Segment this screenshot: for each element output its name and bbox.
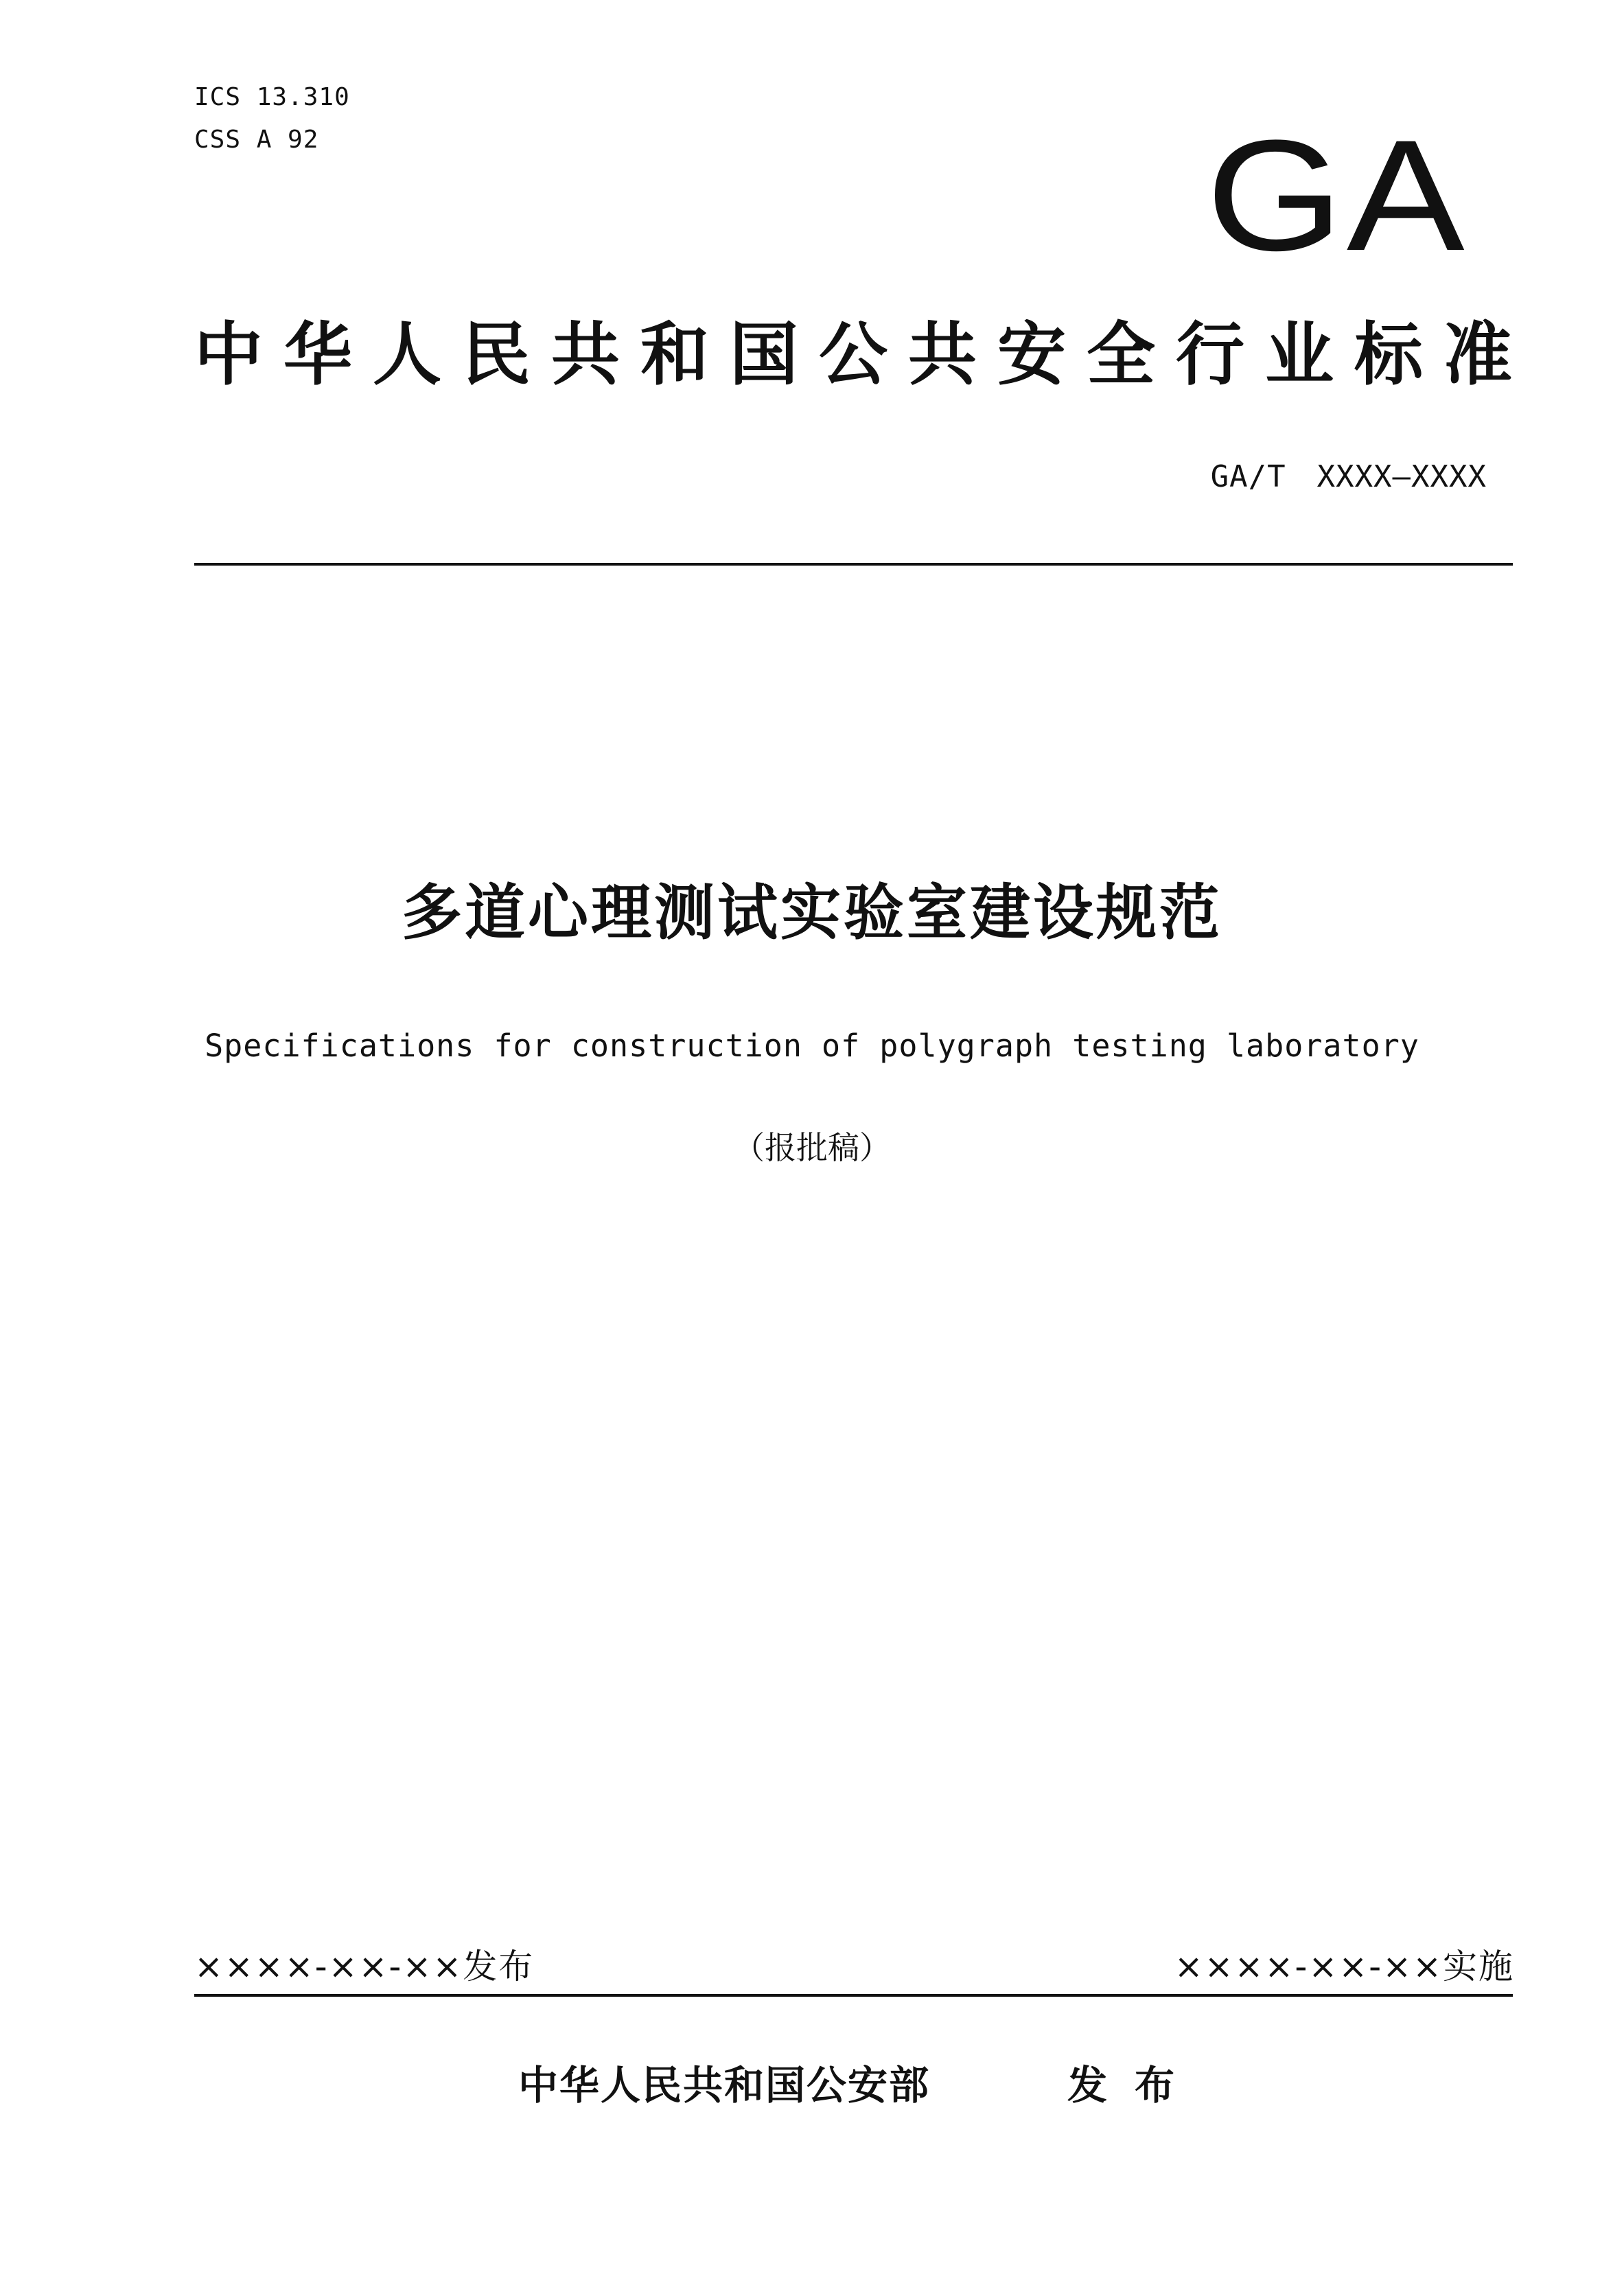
draft-status: （报批稿） xyxy=(733,1129,891,1166)
standard-title-char: 华 xyxy=(283,314,352,395)
issuing-authority: 中华人民共和国公安部 xyxy=(518,2062,931,2109)
ga-logo: GA xyxy=(1206,107,1468,283)
effective-date: ××××-××-××实施 xyxy=(1174,1947,1514,1986)
css-code: CSS A 92 xyxy=(194,126,319,154)
standard-title-char: 人 xyxy=(373,314,441,395)
standard-title-char: 共 xyxy=(908,314,977,395)
standard-title-char: 中 xyxy=(194,314,263,395)
ics-code: ICS 13.310 xyxy=(194,83,350,111)
standard-title-char: 共 xyxy=(551,314,620,395)
standard-title-char: 行 xyxy=(1176,314,1244,395)
document-subtitle: Specifications for construction of polygraph testing laboratory xyxy=(205,1028,1419,1064)
standard-title-char: 国 xyxy=(730,314,798,395)
header-divider xyxy=(194,563,1513,566)
standard-title-char: 公 xyxy=(819,314,888,395)
standard-title-char: 和 xyxy=(640,314,709,395)
issue-label: 发布 xyxy=(1067,2062,1203,2109)
standard-title-char: 安 xyxy=(997,314,1066,395)
document-title: 多道心理测试实验室建设规范 xyxy=(401,877,1222,948)
publish-date: ××××-××-××发布 xyxy=(194,1947,535,1986)
standard-title-char: 标 xyxy=(1354,314,1423,395)
footer-divider xyxy=(194,1994,1513,1997)
standard-title-char: 准 xyxy=(1443,314,1512,395)
standard-title-char: 业 xyxy=(1265,314,1334,395)
standard-title xyxy=(194,310,1512,399)
standard-number: GA/T XXXX—XXXX xyxy=(1210,459,1487,494)
standard-title-char: 民 xyxy=(462,314,531,395)
standard-title-char: 全 xyxy=(1087,314,1155,395)
